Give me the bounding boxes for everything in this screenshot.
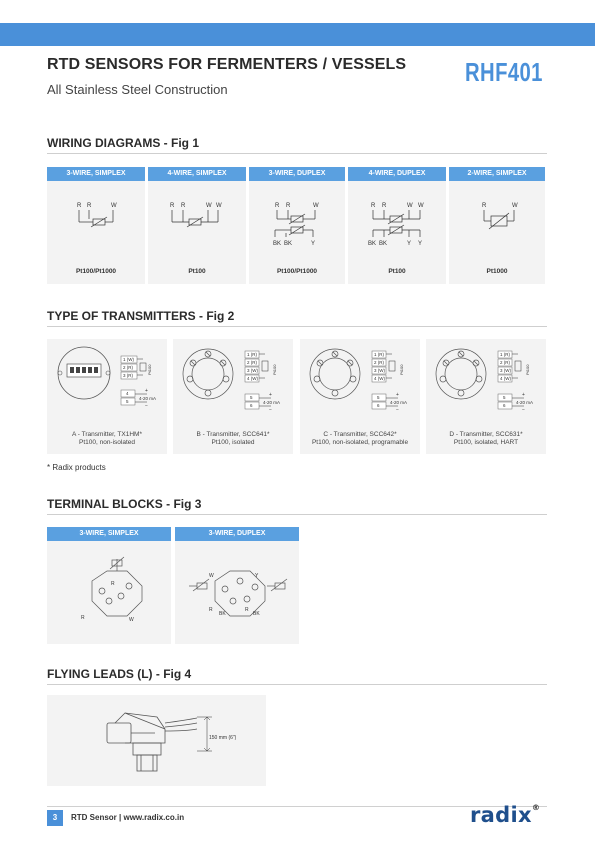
svg-text:W: W	[418, 203, 424, 209]
wiring-box-caption: Pt100	[188, 268, 206, 275]
fig3-title: TERMINAL BLOCKS - Fig 3	[47, 497, 202, 511]
svg-text:+: +	[145, 388, 148, 394]
fig3-divider	[47, 514, 547, 515]
wiring-box-header: 4-WIRE, SIMPLEX	[148, 167, 246, 181]
product-code: RHF401	[465, 57, 543, 87]
svg-text:+: +	[269, 392, 272, 398]
page-title: RTD SENSORS FOR FERMENTERS / VESSELS	[47, 56, 407, 73]
wiring-box-header: 3-WIRE, DUPLEX	[249, 167, 345, 181]
svg-text:Y: Y	[418, 241, 423, 247]
svg-text:BK: BK	[368, 241, 377, 247]
svg-text:R: R	[371, 203, 376, 209]
svg-text:−: −	[522, 407, 525, 413]
footer-text: RTD Sensor | www.radix.co.in	[71, 813, 185, 822]
transmitter-caption	[426, 431, 546, 447]
svg-text:3 (W): 3 (W)	[247, 368, 258, 373]
transmitter-spec: Pt100, isolated, HART	[453, 439, 519, 446]
fig4-title: FLYING LEADS (L) - Fig 4	[47, 667, 192, 681]
wiring-box-4wire-duplex	[348, 167, 446, 284]
wiring-box-caption: Pt100	[388, 268, 406, 275]
svg-text:2 (R): 2 (R)	[123, 365, 133, 370]
svg-text:1 (R): 1 (R)	[247, 352, 257, 357]
svg-text:W: W	[129, 617, 134, 623]
svg-text:R: R	[286, 203, 291, 209]
registered-mark: ®	[531, 803, 541, 812]
svg-text:BK: BK	[284, 241, 293, 247]
transmitter-c-box	[300, 339, 420, 454]
transmitter-caption	[47, 431, 167, 447]
svg-text:6: 6	[377, 403, 380, 408]
svg-text:−: −	[145, 403, 148, 409]
svg-text:Y: Y	[407, 241, 412, 247]
svg-text:R: R	[382, 203, 387, 209]
svg-text:1 (R): 1 (R)	[374, 352, 384, 357]
top-band	[0, 23, 595, 46]
fig2-divider	[47, 326, 547, 327]
transmitter-a-box	[47, 339, 167, 454]
svg-text:R: R	[181, 203, 186, 209]
transmitter-name: B - Transmitter, SCC641*	[196, 431, 270, 438]
svg-text:BK: BK	[253, 611, 260, 617]
svg-text:Y: Y	[255, 573, 259, 579]
page-subtitle: All Stainless Steel Construction	[47, 82, 228, 97]
wiring-box-caption: Pt100/Pt1000	[276, 268, 318, 275]
wiring-box-3wire-simplex	[47, 167, 145, 284]
logo-text: radix	[470, 803, 532, 827]
wiring-diagram-4wire-simplex	[148, 197, 246, 247]
wiring-diagram-3wire-duplex	[249, 197, 345, 257]
svg-text:Y: Y	[311, 241, 316, 247]
svg-text:Pt100: Pt100	[399, 364, 404, 375]
svg-text:W: W	[209, 573, 214, 579]
svg-text:6: 6	[503, 403, 506, 408]
svg-text:4-20 mA: 4-20 mA	[516, 400, 534, 405]
radix-logo	[470, 803, 540, 827]
svg-text:−: −	[396, 407, 399, 413]
svg-text:+: +	[396, 392, 399, 398]
svg-text:4: 4	[126, 391, 129, 396]
dimension-label: 150 mm (6")	[209, 735, 237, 741]
svg-text:5: 5	[503, 395, 506, 400]
svg-text:1 (W): 1 (W)	[123, 357, 134, 362]
page-number: 3	[47, 810, 63, 826]
svg-text:4-20 mA: 4-20 mA	[139, 396, 157, 401]
transmitter-caption	[173, 431, 293, 447]
svg-text:Pt100: Pt100	[147, 364, 152, 375]
svg-text:+: +	[522, 392, 525, 398]
svg-text:4 (W): 4 (W)	[374, 376, 385, 381]
svg-text:6: 6	[250, 403, 253, 408]
svg-text:5: 5	[126, 399, 129, 404]
svg-text:BK: BK	[219, 611, 226, 617]
wiring-box-3wire-duplex	[249, 167, 345, 284]
svg-text:2 (R): 2 (R)	[500, 360, 510, 365]
terminal-block-3wire-duplex-diagram	[175, 541, 299, 644]
label-r: R	[87, 203, 92, 209]
svg-text:2 (R): 2 (R)	[247, 360, 257, 365]
svg-text:4 (W): 4 (W)	[500, 376, 511, 381]
svg-text:R: R	[245, 607, 249, 613]
svg-text:W: W	[407, 203, 413, 209]
svg-text:W: W	[206, 203, 212, 209]
flying-leads-diagram	[47, 695, 266, 786]
transmitter-spec: Pt100, non-isolated	[78, 439, 135, 446]
terminal-block-header: 3-WIRE, SIMPLEX	[47, 527, 171, 541]
transmitter-b-diagram	[173, 339, 293, 429]
svg-text:BK: BK	[379, 241, 388, 247]
wiring-diagram-4wire-duplex	[348, 197, 446, 257]
svg-text:R: R	[482, 203, 487, 209]
svg-text:1 (R): 1 (R)	[500, 352, 510, 357]
svg-text:W: W	[216, 203, 222, 209]
svg-text:R: R	[209, 607, 213, 613]
svg-text:2 (R): 2 (R)	[374, 360, 384, 365]
transmitter-name: C - Transmitter, SCC642*	[323, 431, 397, 438]
radix-products-note: * Radix products	[47, 463, 106, 472]
transmitter-spec: Pt100, isolated	[211, 439, 255, 446]
terminal-block-3wire-simplex	[47, 527, 171, 644]
fig2-title: TYPE OF TRANSMITTERS - Fig 2	[47, 309, 235, 323]
svg-text:4 (W): 4 (W)	[247, 376, 258, 381]
svg-text:4-20 mA: 4-20 mA	[390, 400, 408, 405]
svg-text:3 (R): 3 (R)	[123, 373, 133, 378]
transmitter-b-box	[173, 339, 293, 454]
wiring-box-header: 3-WIRE, SIMPLEX	[47, 167, 145, 181]
svg-text:W: W	[512, 203, 518, 209]
wiring-box-4wire-simplex	[148, 167, 246, 284]
svg-text:W: W	[313, 203, 319, 209]
terminal-block-3wire-duplex	[175, 527, 299, 644]
transmitter-c-diagram	[300, 339, 420, 429]
wiring-diagram-2wire-simplex	[449, 197, 545, 247]
fig1-title: WIRING DIAGRAMS - Fig 1	[47, 136, 199, 150]
svg-text:R: R	[275, 203, 280, 209]
terminal-block-3wire-simplex-diagram	[47, 541, 171, 644]
svg-text:5: 5	[250, 395, 253, 400]
svg-text:Pt100: Pt100	[272, 364, 277, 375]
svg-text:−: −	[269, 407, 272, 413]
transmitter-spec: Pt100, non-isolated, programable	[311, 439, 409, 446]
wiring-box-header: 2-WIRE, SIMPLEX	[449, 167, 545, 181]
wiring-box-2wire-simplex	[449, 167, 545, 284]
transmitter-d-box	[426, 339, 546, 454]
svg-text:R: R	[111, 581, 115, 587]
transmitter-d-diagram	[426, 339, 546, 429]
fig1-divider	[47, 153, 547, 154]
wiring-diagram-3wire-simplex	[47, 197, 145, 247]
transmitter-name: A - Transmitter, TX1HM*	[72, 431, 142, 438]
svg-text:3 (W): 3 (W)	[374, 368, 385, 373]
transmitter-name: D - Transmitter, SCC631*	[449, 431, 523, 438]
fig4-divider	[47, 684, 547, 685]
label-w: W	[111, 203, 117, 209]
transmitter-caption	[300, 431, 420, 447]
svg-text:R: R	[81, 615, 85, 621]
wiring-box-header: 4-WIRE, DUPLEX	[348, 167, 446, 181]
svg-text:Pt100: Pt100	[525, 364, 530, 375]
svg-text:5: 5	[377, 395, 380, 400]
terminal-block-header: 3-WIRE, DUPLEX	[175, 527, 299, 541]
svg-text:4-20 mA: 4-20 mA	[263, 400, 281, 405]
svg-text:3 (W): 3 (W)	[500, 368, 511, 373]
svg-text:BK: BK	[273, 241, 282, 247]
wiring-box-caption: Pt1000	[486, 268, 508, 275]
flying-leads-box	[47, 695, 266, 786]
svg-text:R: R	[170, 203, 175, 209]
transmitter-a-diagram	[47, 339, 167, 429]
wiring-box-caption: Pt100/Pt1000	[75, 268, 117, 275]
label-r: R	[77, 203, 82, 209]
